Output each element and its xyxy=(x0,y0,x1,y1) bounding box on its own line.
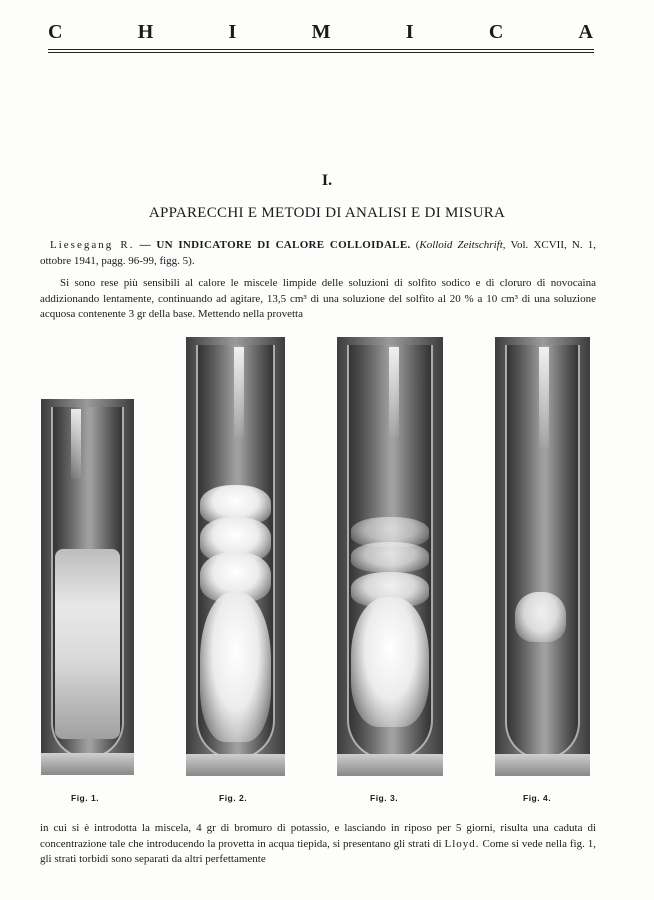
header-letter: C xyxy=(48,20,64,43)
figure-4-photo xyxy=(495,337,590,776)
header-rule xyxy=(48,52,594,53)
header-letter: H xyxy=(137,20,155,43)
body-paragraph xyxy=(40,821,596,868)
figure-2-caption: Fig. 2. xyxy=(219,793,248,803)
reference-journal: Kolloid Zeitschrift, xyxy=(419,239,506,251)
figure-3-caption: Fig. 3. xyxy=(370,793,399,803)
paragraph-text: Come si vede nella fig. 1, gli strati torbidi sono separati da altri perfettamente xyxy=(40,837,597,865)
figure-3-photo xyxy=(337,337,443,776)
figure-1-caption: Fig. 1. xyxy=(71,793,100,803)
paragraph-name: Lloyd. xyxy=(444,837,480,850)
header-letter: I xyxy=(405,20,415,43)
paragraph-text: in cui si è introdotta la miscela, 4 gr di bromuro di potassio, e lasciando in riposo per 5 giorni, risulta una caduta di concentrazione tale che introducendo la provetta in acqua tiepida, si presentano gli strati di xyxy=(40,822,596,850)
reference-title: — UN INDICATORE DI CALORE COLLOIDALE. xyxy=(139,239,411,251)
header-letter: M xyxy=(311,20,332,43)
reference-author: Liesegang R. xyxy=(50,239,135,251)
section-number: I. xyxy=(321,172,333,189)
header-letter: A xyxy=(578,20,594,43)
figure-1-photo xyxy=(41,399,134,775)
figure-4-caption: Fig. 4. xyxy=(523,793,552,803)
reference-journal-open: ( xyxy=(415,239,420,251)
bibliographic-reference xyxy=(40,238,596,269)
header-rule xyxy=(48,49,594,50)
reference-details: Vol. XCVII, N. 1, ottobre 1941, pagg. 96-99, figg. 5). xyxy=(40,239,597,267)
figure-2-photo xyxy=(186,337,285,776)
section-title: APPARECCHI E METODI DI ANALISI E DI MISURA xyxy=(148,205,506,221)
header-letter: I xyxy=(228,20,238,43)
header-letter: C xyxy=(488,20,505,43)
body-paragraph: Si sono rese più sensibili al calore le miscele limpide delle soluzioni di solfito sodico e di cloruro di novocaina addizionando lentamente, continuando ad agitare, 13,5 cm³ di una soluzione del solfito al 20 % a 10 cm³ di una soluzione acquosa contenente 3 gr della base. Mettendo nella provetta xyxy=(40,277,596,320)
running-header xyxy=(48,18,594,46)
